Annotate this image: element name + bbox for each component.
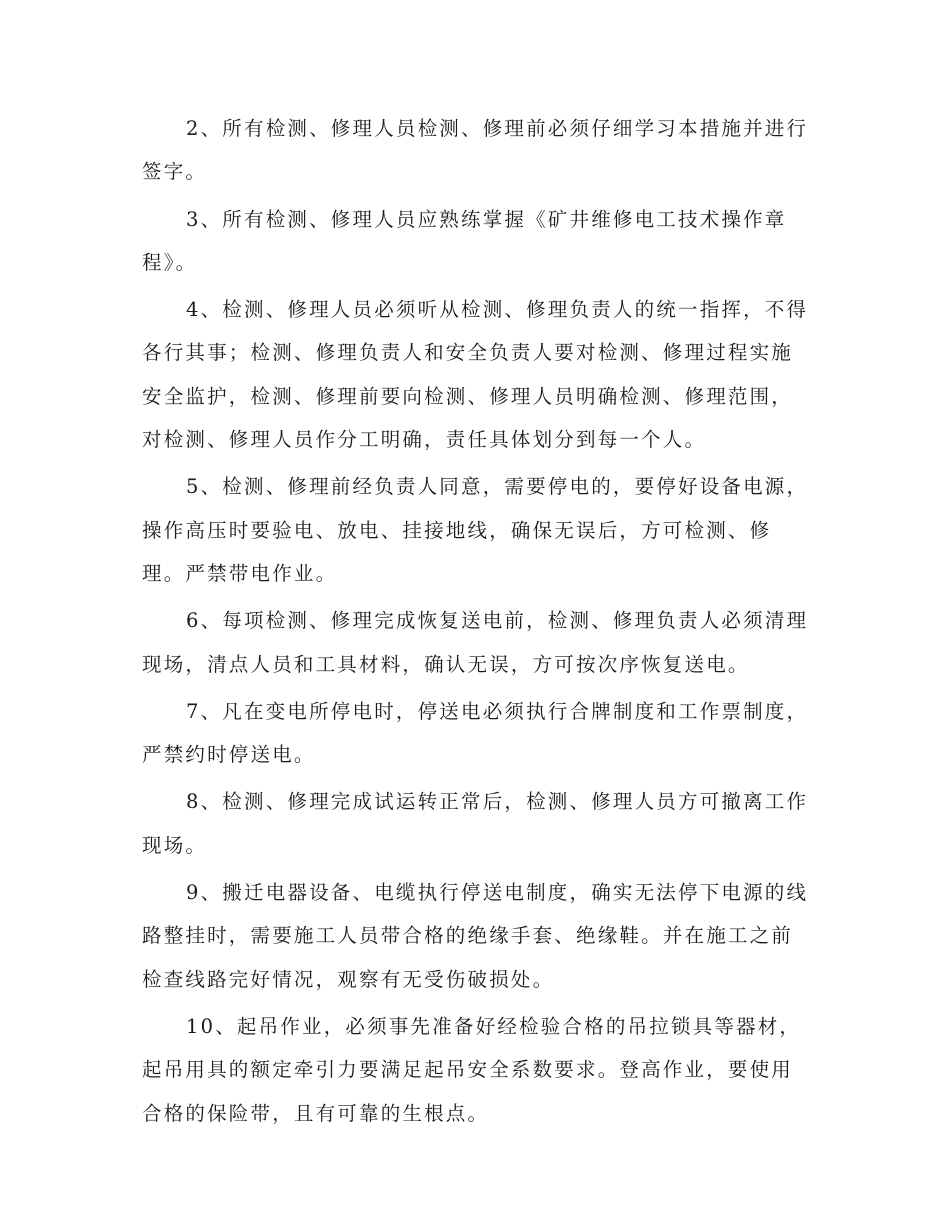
paragraph-6 <box>142 690 808 777</box>
paragraph-7 <box>142 780 808 867</box>
paragraph-2 <box>142 198 808 285</box>
paragraph-line: 对检测、修理人员作分工明确，责任具体划分到每一个人。 <box>142 428 707 452</box>
paragraph-9 <box>142 1005 808 1135</box>
paragraph-line: 7、凡在变电所停电时，停送电必须执行合牌制度和工作票制度， <box>186 699 809 723</box>
paragraph-line: 起吊用具的额定牵引力要满足起吊安全系数要求。登高作业，要使用 <box>142 1058 794 1082</box>
paragraph-line: 10、起吊作业，必须事先准备好经检验合格的吊拉锁具等器材， <box>186 1014 802 1038</box>
paragraph-line: 现场。 <box>142 833 208 857</box>
paragraph-line: 合格的保险带，且有可靠的生根点。 <box>142 1101 490 1125</box>
paragraph-4 <box>142 465 808 595</box>
paragraph-line: 严禁约时停送电。 <box>142 743 316 767</box>
paragraph-line: 理。严禁带电作业。 <box>142 561 338 585</box>
paragraph-line: 现场，清点人员和工具材料，确认无误，方可按次序恢复送电。 <box>142 652 750 676</box>
paragraph-5 <box>142 599 808 686</box>
paragraph-line: 操作高压时要验电、放电、挂接地线，确保无误后，方可检测、修 <box>142 518 772 542</box>
paragraph-line: 程》。 <box>142 250 198 274</box>
paragraph-line: 8、检测、修理完成试运转正常后，检测、修理人员方可撤离工作 <box>186 790 809 814</box>
paragraph-line: 签字。 <box>142 160 208 184</box>
paragraph-line: 4、检测、修理人员必须听从检测、修理负责人的统一指挥，不得 <box>186 298 809 322</box>
paragraph-line: 安全监护，检测、修理前要向检测、修理人员明确检测、修理范围， <box>142 384 794 408</box>
paragraph-line: 2、所有检测、修理人员检测、修理前必须仔细学习本措施并进行 <box>186 117 809 140</box>
paragraph-line: 6、每项检测、修理完成恢复送电前，检测、修理负责人必须清理 <box>186 609 809 633</box>
paragraph-line: 5、检测、修理前经负责人同意，需要停电的，要停好设备电源， <box>186 475 809 499</box>
document-body <box>142 107 808 1139</box>
paragraph-line: 路整挂时，需要施工人员带合格的绝缘手套、绝缘鞋。并在施工之前 <box>142 924 794 948</box>
paragraph-1 <box>142 107 808 194</box>
paragraph-8 <box>142 871 808 1001</box>
paragraph-line: 3、所有检测、修理人员应熟练掌握《矿井维修电工技术操作章 <box>186 207 787 231</box>
paragraph-line: 各行其事；检测、修理负责人和安全负责人要对检测、修理过程实施 <box>142 341 794 365</box>
paragraph-line: 9、搬迁电器设备、电缆执行停送电制度，确实无法停下电源的线 <box>186 881 809 905</box>
paragraph-line: 检查线路完好情况，观察有无受伤破损处。 <box>142 967 555 991</box>
paragraph-3 <box>142 288 808 461</box>
